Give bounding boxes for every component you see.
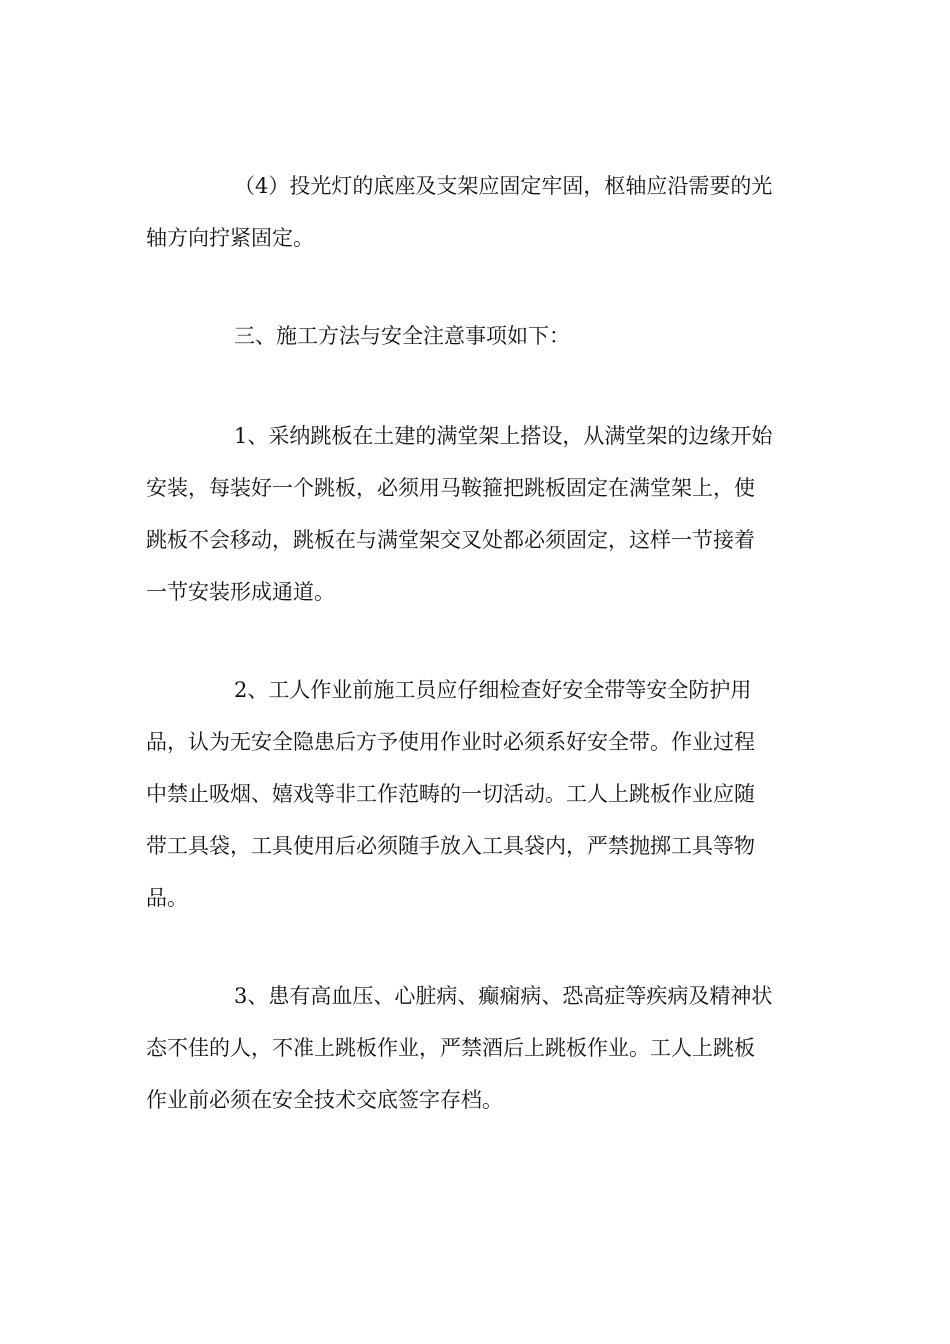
text-line: 安装，每装好一个跳板，必须用马鞍箍把跳板固定在满堂架上，使 — [146, 476, 755, 500]
text-line: 跳板不会移动，跳板在与满堂架交叉处都必须固定，这样一节接着 — [146, 528, 755, 552]
text-line: 品，认为无安全隐患后方予使用作业时必须系好安全带。作业过程 — [146, 730, 755, 754]
text-line: 带工具袋，工具使用后必须随手放入工具袋内，严禁抛掷工具等物 — [146, 834, 755, 858]
paragraph-item-1 — [146, 410, 826, 618]
text-line: 一节安装形成通道。 — [146, 580, 335, 604]
text-line: 3、患有高血压、心脏病、癫痫病、恐高症等疾病及精神状 — [234, 984, 773, 1008]
text-line: （4）投光灯的底座及支架应固定牢固，枢轴应沿需要的光 — [234, 174, 773, 198]
text-line: 2、工人作业前施工员应仔细检查好安全带等安全防护用 — [234, 678, 752, 702]
paragraph-lamp-base — [146, 160, 826, 264]
text-line: 轴方向拧紧固定。 — [146, 226, 314, 250]
text-line: 1、采纳跳板在土建的满堂架上搭设，从满堂架的边缘开始 — [234, 424, 773, 448]
paragraph-item-2 — [146, 664, 826, 924]
text-line: 态不佳的人，不准上跳板作业，严禁酒后上跳板作业。工人上跳板 — [146, 1036, 755, 1060]
text-line: 三、施工方法与安全注意事项如下： — [234, 324, 570, 348]
section-heading-construction-methods — [146, 310, 826, 362]
paragraph-item-3 — [146, 970, 826, 1126]
text-line: 中禁止吸烟、嬉戏等非工作范畴的一切活动。工人上跳板作业应随 — [146, 782, 755, 806]
text-line: 品。 — [146, 886, 188, 910]
text-line: 作业前必须在安全技术交底签字存档。 — [146, 1088, 503, 1112]
